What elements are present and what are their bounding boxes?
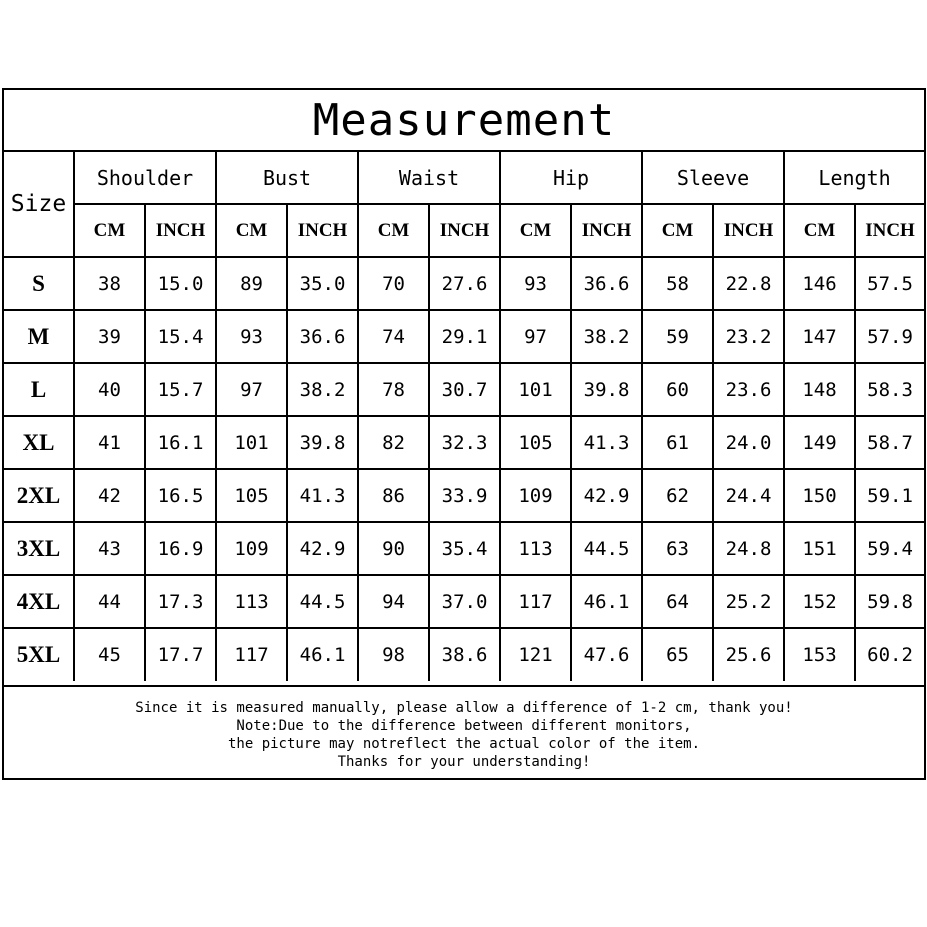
value-cell: 47.6 [571,628,642,681]
size-cell: S [4,257,74,310]
value-cell: 78 [358,363,429,416]
value-cell: 61 [642,416,713,469]
note-line: Thanks for your understanding! [337,754,591,770]
value-cell: 44.5 [571,522,642,575]
value-cell: 146 [784,257,855,310]
value-cell: 42.9 [287,522,358,575]
size-rows [4,257,924,681]
value-cell: 38.2 [287,363,358,416]
value-cell: 101 [216,416,287,469]
value-cell: 45 [74,628,145,681]
value-cell: 38.6 [429,628,500,681]
value-cell: 17.3 [145,575,216,628]
unit-cm: CM [500,204,571,257]
size-cell: XL [4,416,74,469]
value-cell: 24.8 [713,522,784,575]
value-cell: 16.9 [145,522,216,575]
value-cell: 93 [500,257,571,310]
chart-title: Measurement [4,90,924,152]
value-cell: 109 [500,469,571,522]
value-cell: 32.3 [429,416,500,469]
value-cell: 39.8 [571,363,642,416]
value-cell: 58 [642,257,713,310]
size-cell: 3XL [4,522,74,575]
unit-cm: CM [74,204,145,257]
unit-inch: INCH [713,204,784,257]
value-cell: 38 [74,257,145,310]
value-cell: 74 [358,310,429,363]
value-cell: 150 [784,469,855,522]
value-cell: 25.2 [713,575,784,628]
value-cell: 63 [642,522,713,575]
value-cell: 42 [74,469,145,522]
value-cell: 24.0 [713,416,784,469]
measure-header-length: Length [784,152,924,204]
value-cell: 57.9 [855,310,924,363]
table-row [4,310,924,363]
value-cell: 41.3 [287,469,358,522]
value-cell: 82 [358,416,429,469]
measure-header-row [4,152,924,204]
measure-header-bust: Bust [216,152,358,204]
table-row [4,575,924,628]
note-line: Note:Due to the difference between different monitors, [236,718,692,734]
value-cell: 117 [500,575,571,628]
measure-header-hip: Hip [500,152,642,204]
value-cell: 41.3 [571,416,642,469]
value-cell: 64 [642,575,713,628]
unit-cm: CM [358,204,429,257]
unit-header-row [4,204,924,257]
value-cell: 70 [358,257,429,310]
value-cell: 36.6 [571,257,642,310]
table-row [4,257,924,310]
value-cell: 22.8 [713,257,784,310]
value-cell: 17.7 [145,628,216,681]
value-cell: 23.2 [713,310,784,363]
value-cell: 98 [358,628,429,681]
value-cell: 93 [216,310,287,363]
value-cell: 90 [358,522,429,575]
value-cell: 25.6 [713,628,784,681]
value-cell: 44.5 [287,575,358,628]
value-cell: 148 [784,363,855,416]
value-cell: 39 [74,310,145,363]
value-cell: 27.6 [429,257,500,310]
unit-inch: INCH [429,204,500,257]
unit-cm: CM [642,204,713,257]
value-cell: 59.8 [855,575,924,628]
measure-header-sleeve: Sleeve [642,152,784,204]
value-cell: 60.2 [855,628,924,681]
value-cell: 89 [216,257,287,310]
value-cell: 121 [500,628,571,681]
unit-cm: CM [216,204,287,257]
value-cell: 46.1 [571,575,642,628]
value-cell: 36.6 [287,310,358,363]
value-cell: 41 [74,416,145,469]
value-cell: 65 [642,628,713,681]
value-cell: 43 [74,522,145,575]
value-cell: 42.9 [571,469,642,522]
value-cell: 15.7 [145,363,216,416]
unit-inch: INCH [855,204,924,257]
value-cell: 113 [216,575,287,628]
value-cell: 30.7 [429,363,500,416]
value-cell: 105 [216,469,287,522]
value-cell: 33.9 [429,469,500,522]
value-cell: 35.0 [287,257,358,310]
value-cell: 109 [216,522,287,575]
value-cell: 29.1 [429,310,500,363]
value-cell: 58.3 [855,363,924,416]
value-cell: 23.6 [713,363,784,416]
value-cell: 15.0 [145,257,216,310]
table-row [4,469,924,522]
value-cell: 149 [784,416,855,469]
unit-inch: INCH [287,204,358,257]
size-cell: L [4,363,74,416]
value-cell: 153 [784,628,855,681]
unit-cm: CM [784,204,855,257]
value-cell: 59 [642,310,713,363]
value-cell: 44 [74,575,145,628]
value-cell: 152 [784,575,855,628]
note-line: Since it is measured manually, please allow a difference of 1-2 cm, thank you! [135,700,793,716]
table-row [4,363,924,416]
notes-section [4,685,924,771]
value-cell: 40 [74,363,145,416]
value-cell: 105 [500,416,571,469]
unit-inch: INCH [145,204,216,257]
value-cell: 16.5 [145,469,216,522]
value-cell: 147 [784,310,855,363]
size-cell: M [4,310,74,363]
value-cell: 57.5 [855,257,924,310]
value-cell: 39.8 [287,416,358,469]
value-cell: 97 [216,363,287,416]
measure-header-waist: Waist [358,152,500,204]
value-cell: 59.1 [855,469,924,522]
value-cell: 38.2 [571,310,642,363]
value-cell: 16.1 [145,416,216,469]
size-chart [2,88,926,780]
value-cell: 117 [216,628,287,681]
value-cell: 86 [358,469,429,522]
value-cell: 37.0 [429,575,500,628]
table-row [4,416,924,469]
value-cell: 101 [500,363,571,416]
note-line: the picture may notreflect the actual color of the item. [227,736,700,752]
table-row [4,628,924,681]
value-cell: 60 [642,363,713,416]
value-cell: 94 [358,575,429,628]
measure-header-shoulder: Shoulder [74,152,216,204]
size-cell: 4XL [4,575,74,628]
value-cell: 59.4 [855,522,924,575]
value-cell: 151 [784,522,855,575]
value-cell: 113 [500,522,571,575]
value-cell: 46.1 [287,628,358,681]
value-cell: 58.7 [855,416,924,469]
measurement-table [4,152,924,681]
value-cell: 62 [642,469,713,522]
size-cell: 2XL [4,469,74,522]
value-cell: 24.4 [713,469,784,522]
value-cell: 15.4 [145,310,216,363]
unit-inch: INCH [571,204,642,257]
value-cell: 35.4 [429,522,500,575]
size-cell: 5XL [4,628,74,681]
size-header: Size [4,152,74,257]
value-cell: 97 [500,310,571,363]
table-row [4,522,924,575]
